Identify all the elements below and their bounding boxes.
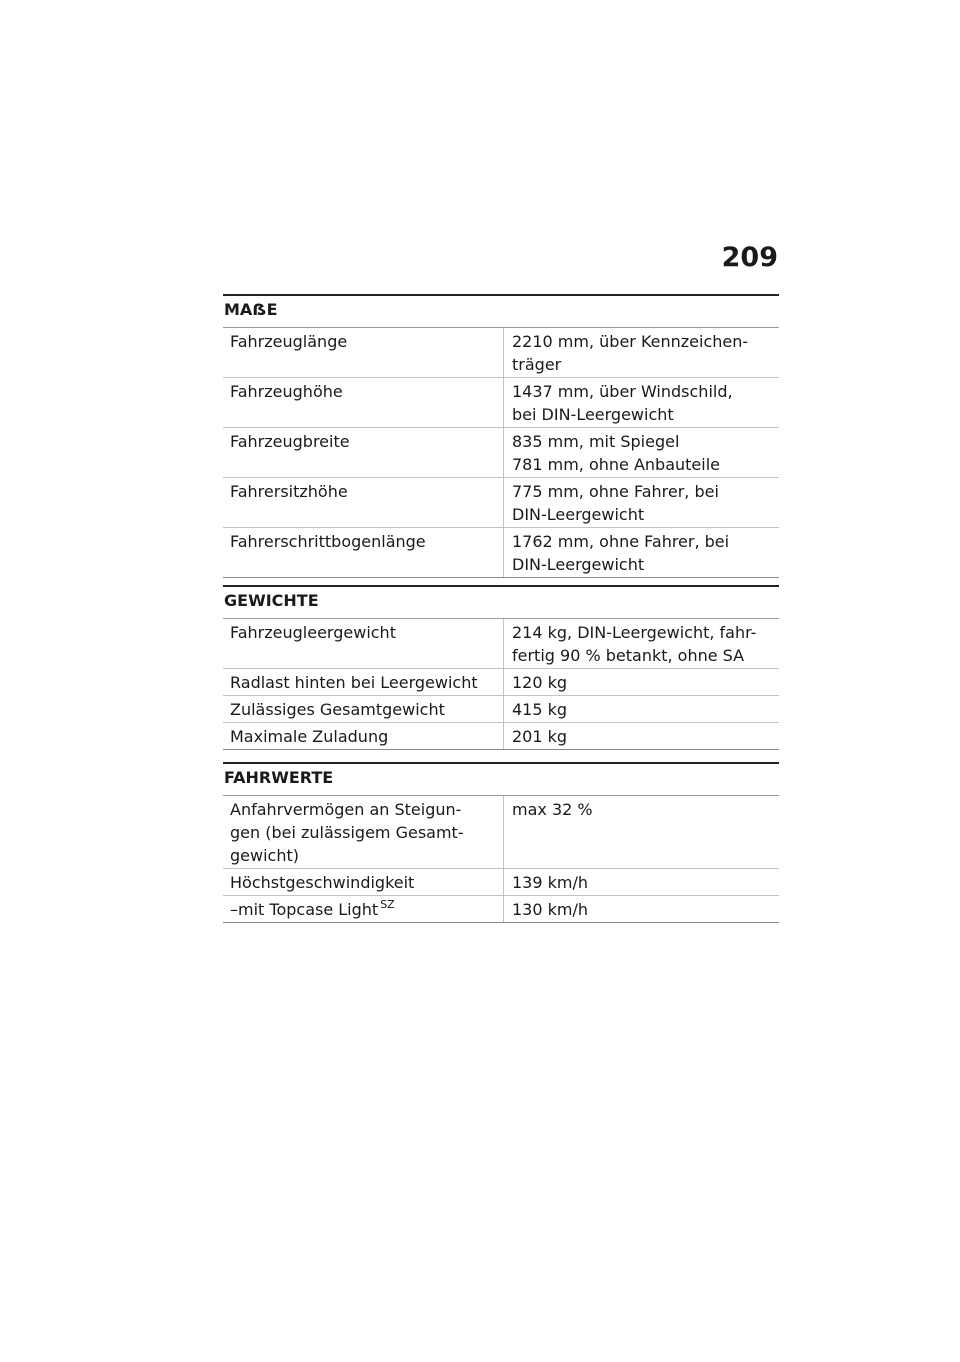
spec-value [504, 428, 780, 478]
spec-key-line: Anfahrvermögen an Steigun- [230, 800, 462, 819]
table-row [223, 619, 779, 669]
spec-key [223, 796, 504, 869]
table-row [223, 328, 779, 378]
spec-table-fahrwerte [223, 796, 779, 923]
spec-value [504, 528, 780, 578]
spec-key: Fahrzeuglänge [223, 328, 504, 378]
spec-value [504, 669, 780, 696]
table-row [223, 696, 779, 723]
spec-value-line: 120 kg [512, 673, 568, 692]
spec-key: Höchstgeschwindigkeit [223, 869, 504, 896]
section-title-fahrwerte: FAHRWERTE [223, 764, 779, 796]
spec-value-line: 201 kg [512, 727, 568, 746]
spec-value [504, 796, 780, 869]
spec-value-line: 1762 mm, ohne Fahrer, bei [512, 532, 730, 551]
spec-value-line: 775 mm, ohne Fahrer, bei [512, 482, 719, 501]
spec-key-line: gen (bei zulässigem Gesamt- [230, 823, 464, 842]
spec-key: Fahrzeugbreite [223, 428, 504, 478]
spec-value-line: bei DIN-Leergewicht [512, 405, 674, 424]
page-number: 209 [721, 242, 778, 273]
spec-key-text: –mit Topcase Light [230, 900, 379, 919]
spec-value [504, 378, 780, 428]
spec-key: Fahrzeugleergewicht [223, 619, 504, 669]
spec-table-masse [223, 328, 779, 578]
spec-key: Zulässiges Gesamtgewicht [223, 696, 504, 723]
spec-value-line: 214 kg, DIN-Leergewicht, fahr- [512, 623, 757, 642]
spec-value [504, 478, 780, 528]
table-row [223, 669, 779, 696]
spec-value-line: 130 km/h [512, 900, 589, 919]
section-fahrwerte [223, 762, 779, 923]
table-row [223, 478, 779, 528]
spec-value [504, 723, 780, 750]
spec-value [504, 619, 780, 669]
spec-value-line: 2210 mm, über Kennzeichen- [512, 332, 749, 351]
spec-value-line: DIN-Leergewicht [512, 505, 645, 524]
spec-value-line: max 32 % [512, 800, 593, 819]
spec-key [223, 896, 504, 923]
spec-key: Fahrersitzhöhe [223, 478, 504, 528]
table-row [223, 723, 779, 750]
section-gewichte [223, 585, 779, 750]
spec-table-gewichte [223, 619, 779, 750]
sz-superscript: SZ [380, 898, 395, 911]
spec-key: Fahrerschrittbogenlänge [223, 528, 504, 578]
spec-value [504, 696, 780, 723]
spec-key: Maximale Zuladung [223, 723, 504, 750]
table-row [223, 796, 779, 869]
section-masse [223, 294, 779, 578]
spec-value-line: fertig 90 % betankt, ohne SA [512, 646, 745, 665]
spec-value [504, 896, 780, 923]
spec-key-line: gewicht) [230, 846, 299, 865]
table-row [223, 869, 779, 896]
spec-value-line: 139 km/h [512, 873, 589, 892]
spec-value-line: 1437 mm, über Windschild, [512, 382, 733, 401]
spec-key: Fahrzeughöhe [223, 378, 504, 428]
spec-value-line: 781 mm, ohne Anbauteile [512, 455, 721, 474]
table-row [223, 896, 779, 923]
spec-value-line: träger [512, 355, 562, 374]
table-row [223, 378, 779, 428]
table-row [223, 528, 779, 578]
table-row [223, 428, 779, 478]
spec-value-line: 835 mm, mit Spiegel [512, 432, 680, 451]
spec-value [504, 328, 780, 378]
spec-value-line: DIN-Leergewicht [512, 555, 645, 574]
spec-key: Radlast hinten bei Leergewicht [223, 669, 504, 696]
spec-value [504, 869, 780, 896]
section-title-gewichte: GEWICHTE [223, 587, 779, 619]
section-title-masse: MAẞE [223, 296, 779, 328]
spec-value-line: 415 kg [512, 700, 568, 719]
